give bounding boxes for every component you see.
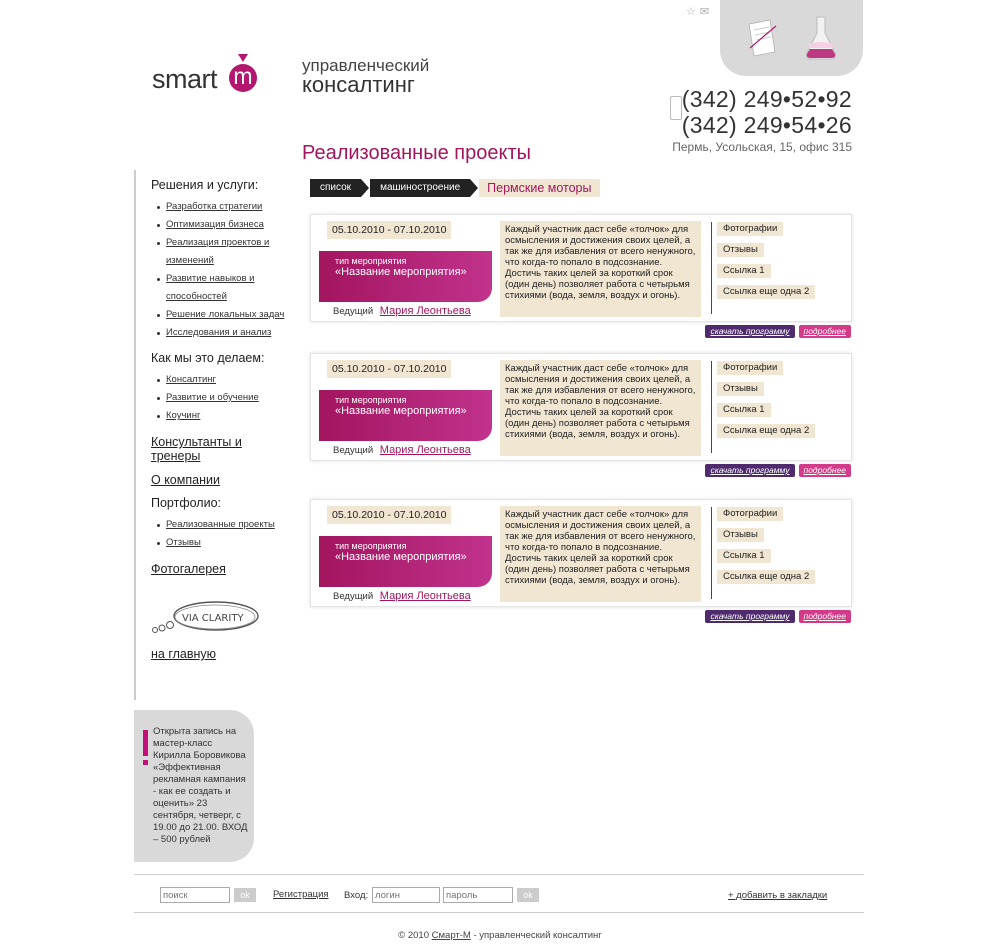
event-links [711, 507, 815, 599]
star-icon[interactable]: ☆ [686, 6, 700, 18]
announcement-box [134, 710, 254, 862]
bookmark-link[interactable]: + добавить в закладки [728, 890, 828, 901]
card-actions [705, 464, 851, 477]
password-input[interactable] [443, 887, 513, 903]
copyright: © 2010 Смарт-М - управленческий консалтинг [398, 930, 602, 941]
card-actions [705, 325, 851, 338]
page-title: Реализованные проекты [302, 142, 531, 164]
host-name-link[interactable]: Мария Леонтьева [379, 444, 471, 456]
sidebar-item-skills[interactable]: Развитие навыков и способностей [151, 270, 294, 306]
event-description: Каждый участник даст себе «толчок» для осмысления и достижения своих целей, а так же для избавления от всего ненужного, что когда-то попало в подсознание. Достичь таких целей за короткий срок (один день) позволяет работа с четырьмя стихиями (вода, земля, воздух и огонь). [500, 221, 701, 317]
link-photos[interactable]: Фотографии [717, 222, 783, 236]
download-program-button[interactable]: скачать программу [705, 464, 794, 477]
login-label: Вход: [344, 890, 369, 901]
footer-bar [160, 887, 850, 903]
sidebar-how-list [151, 371, 294, 425]
event-title-block[interactable] [319, 251, 492, 302]
sidebar-item-optimization[interactable]: Оптимизация бизнеса [151, 216, 294, 234]
sidebar-section-solutions: Решения и услуги: [151, 178, 259, 192]
sidebar-section-portfolio: Портфолио: [151, 496, 222, 510]
document-icon [746, 18, 778, 58]
top-decor-panel [720, 0, 863, 76]
login-input[interactable] [372, 887, 440, 903]
event-links [711, 222, 815, 314]
announcement-text: Открыта запись на мастер-класс Кирилла Боровикова «Эффективная рекламная кампания - как ее создать и оценить» 23 сентября, четверг, с 19.00 до 21.00. ВХОД – 500 рублей [153, 726, 248, 845]
search-ok-button[interactable]: ok [234, 888, 256, 902]
sidebar-item-local-tasks[interactable]: Решение локальных задач [151, 306, 294, 324]
event-dates: 05.10.2010 - 07.10.2010 [327, 506, 451, 524]
sidebar-item-strategy[interactable]: Разработка стратегии [151, 198, 294, 216]
sidebar-item-reviews[interactable]: Отзывы [151, 534, 294, 552]
link-reviews[interactable]: Отзывы [717, 243, 764, 257]
copyright-link[interactable]: Смарт-М [431, 930, 471, 941]
address: Пермь, Усольская, 15, офис 315 [672, 140, 852, 154]
breadcrumb-machinery[interactable]: машиностроение [370, 179, 470, 197]
link-reviews[interactable]: Отзывы [717, 528, 764, 542]
link-2[interactable]: Ссылка еще одна 2 [717, 570, 815, 584]
sidebar-portfolio-list [151, 516, 294, 552]
card-actions [705, 610, 851, 623]
event-type: тип мероприятия [335, 541, 407, 551]
sidebar-link-about[interactable]: О компании [151, 473, 220, 487]
event-host: Ведущий Мария Леонтьева [333, 305, 471, 317]
tagline-line2: консалтинг [302, 72, 415, 97]
more-button[interactable]: подробнее [799, 610, 851, 623]
tagline-line1: управленческий [302, 56, 430, 75]
event-description: Каждый участник даст себе «толчок» для осмысления и достижения своих целей, а так же для избавления от всего ненужного, что когда-то попало в подсознание. Достичь таких целей за короткий срок (один день) позволяет работа с четырьмя стихиями (вода, земля, воздух и огонь). [500, 360, 701, 456]
host-name-link[interactable]: Мария Леонтьева [379, 305, 471, 317]
register-link[interactable]: Регистрация [273, 889, 329, 900]
host-name-link[interactable]: Мария Леонтьева [379, 590, 471, 602]
event-name: «Название мероприятия» [335, 405, 467, 417]
event-type: тип мероприятия [335, 256, 407, 266]
contact-block [668, 86, 852, 154]
project-card [310, 499, 852, 621]
link-2[interactable]: Ссылка еще одна 2 [717, 424, 815, 438]
event-title-block[interactable] [319, 536, 492, 587]
link-1[interactable]: Ссылка 1 [717, 549, 771, 563]
phone-number-2: (342) 249•54•26 [681, 112, 852, 138]
exclamation-dot [143, 760, 148, 765]
sidebar-item-research[interactable]: Исследования и анализ [151, 324, 294, 342]
link-photos[interactable]: Фотографии [717, 361, 783, 375]
project-card [310, 214, 852, 336]
link-photos[interactable]: Фотографии [717, 507, 783, 521]
link-reviews[interactable]: Отзывы [717, 382, 764, 396]
sidebar-link-consultants[interactable]: Консультанты и тренеры [151, 435, 242, 463]
exclamation-icon [143, 730, 148, 756]
breadcrumb [310, 178, 609, 197]
event-host: Ведущий Мария Леонтьева [333, 590, 471, 602]
flask-icon [804, 15, 838, 61]
event-description: Каждый участник даст себе «толчок» для осмысления и достижения своих целей, а так же для избавления от всего ненужного, что когда-то попало в подсознание. Достичь таких целей за короткий срок (один день) позволяет работа с четырьмя стихиями (вода, земля, воздух и огонь). [500, 506, 701, 602]
sidebar-section-how: Как мы это делаем: [151, 351, 265, 365]
link-1[interactable]: Ссылка 1 [717, 403, 771, 417]
footer-divider [134, 874, 864, 875]
event-name: «Название мероприятия» [335, 551, 467, 563]
event-name: «Название мероприятия» [335, 266, 467, 278]
event-links [711, 361, 815, 453]
sidebar-solutions-list [151, 198, 294, 342]
logo-word: smart [152, 64, 217, 94]
sidebar [134, 170, 294, 700]
home-link[interactable]: на главную [151, 647, 217, 661]
link-1[interactable]: Ссылка 1 [717, 264, 771, 278]
event-type: тип мероприятия [335, 395, 407, 405]
sidebar-item-projects[interactable]: Реализация проектов и изменений [151, 234, 294, 270]
logo-m-badge: m [229, 64, 257, 92]
via-clarity-logo[interactable] [151, 596, 294, 644]
sidebar-item-realized-projects[interactable]: Реализованные проекты [151, 516, 294, 534]
event-dates: 05.10.2010 - 07.10.2010 [327, 221, 451, 239]
event-dates: 05.10.2010 - 07.10.2010 [327, 360, 451, 378]
event-host: Ведущий Мария Леонтьева [333, 444, 471, 456]
more-button[interactable]: подробнее [799, 325, 851, 338]
footer-divider-bottom [134, 912, 864, 913]
via-clarity-icon [151, 596, 261, 644]
more-button[interactable]: подробнее [799, 464, 851, 477]
breadcrumb-current: Пермские моторы [479, 179, 599, 197]
svg-text:VIA CLARITY: VIA CLARITY [182, 613, 244, 624]
sidebar-link-gallery[interactable]: Фотогалерея [151, 562, 226, 576]
download-program-button[interactable]: скачать программу [705, 325, 794, 338]
sidebar-item-training[interactable]: Развитие и обучение [151, 389, 294, 407]
search-input[interactable] [160, 887, 230, 903]
project-card [310, 353, 852, 475]
top-icons [686, 5, 713, 18]
sidebar-item-consulting[interactable]: Консалтинг [151, 371, 294, 389]
download-program-button[interactable]: скачать программу [705, 610, 794, 623]
sidebar-item-coaching[interactable]: Коучинг [151, 407, 294, 425]
link-2[interactable]: Ссылка еще одна 2 [717, 285, 815, 299]
event-title-block[interactable] [319, 390, 492, 441]
breadcrumb-list[interactable]: список [310, 179, 361, 197]
tagline [302, 56, 430, 97]
login-ok-button[interactable]: ok [517, 888, 539, 902]
phone-number-1: (342) 249•52•92 [681, 86, 852, 112]
mail-icon[interactable]: ✉ [699, 6, 714, 18]
